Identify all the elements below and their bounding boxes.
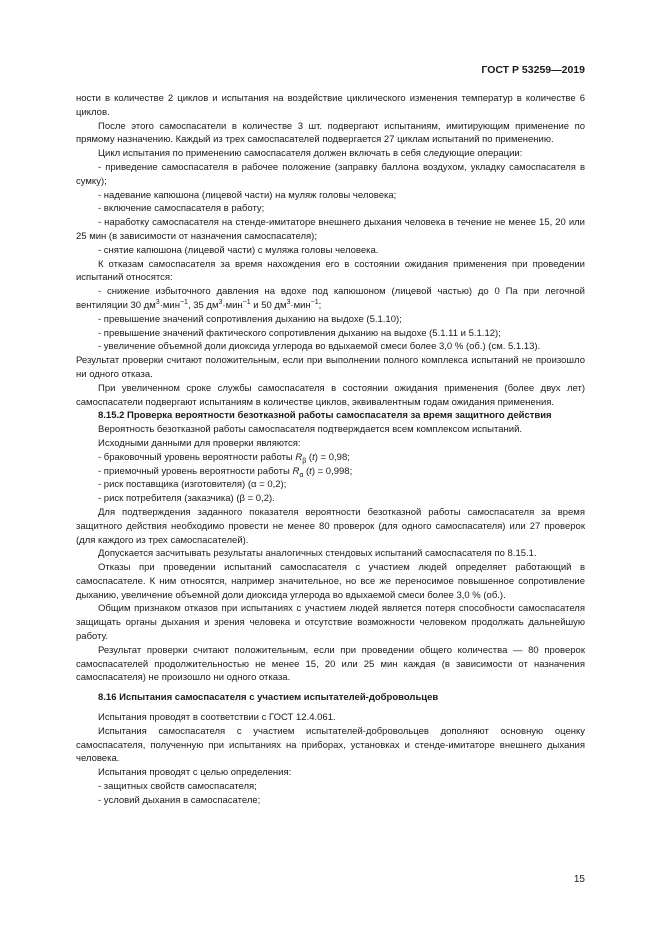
- page-number: 15: [573, 874, 585, 885]
- paragraph: После этого самоспасатели в количестве 3 шт. подвергают испытаниям, имитирующим применение по прямому назначению. Каждый из трех самоспасателей подвергается 27 циклам испытаний по применению.: [76, 120, 585, 146]
- list-item: - приемочный уровень вероятности работы $R_\alpha$ (t) = 0,998;: [98, 465, 353, 479]
- paragraph: При увеличенном сроке службы самоспасателя в состоянии ожидания применения (более двух лет) самоспасатели подвергают испытаниям в количестве циклов, эквивалентным годам ожидания применения.: [76, 382, 585, 408]
- list-item: - надевание капюшона (лицевой части) на муляж головы человека;: [98, 189, 397, 201]
- list-item: - наработку самоспасателя на стенде-имитаторе внешнего дыхания человека в течение не менее 15, 20 или 25 мин (в зависимости от назначения самоспасателя);: [76, 217, 585, 242]
- list-item: - защитных свойств самоспасателя;: [98, 781, 257, 793]
- list-item: - риск поставщика (изготовителя) (α = 0,2);: [98, 479, 287, 491]
- list-item: - снятие капюшона (лицевой части) с муляжа головы человека.: [98, 244, 379, 256]
- list-item: - превышение значений сопротивления дыханию на выдохе (5.1.10);: [98, 313, 402, 325]
- list-item: - увеличение объемной доли диоксида углерода во вдыхаемой смеси более 3,0 % (об.) (см. 5.1.13).: [98, 341, 541, 353]
- list-item: - снижение избыточного давления на вдохе под капюшоном (лицевой частью) до 0 Па при легочной вентиляции 30 $дм^3\cdot мин^{-1}$, 35 $дм^3\cdot мин^{-1}$ и 50 $дм^3\cdot мин^{-1}$;: [76, 286, 585, 311]
- list-item: - превышение значений фактического сопротивления дыханию на выдохе (5.1.11 и 5.1.12);: [98, 327, 501, 339]
- document-body: [76, 92, 585, 808]
- section-heading-8-16: 8.16 Испытания самоспасателя с участием испытателей-добровольцев: [98, 692, 439, 704]
- list-item: - приведение самоспасателя в рабочее положение (заправку баллона воздухом, укладку самоспасателя в сумку);: [76, 161, 585, 187]
- list-item: - включение самоспасателя в работу;: [98, 203, 265, 215]
- document-header: ГОСТ Р 53259—2019: [481, 64, 585, 76]
- list-item: - риск потребителя (заказчика) (β = 0,2).: [98, 493, 275, 505]
- paragraph: Допускается засчитывать результаты аналогичных стендовых испытаний самоспасателя по 8.15.1.: [98, 548, 537, 560]
- paragraph: Испытания проводят в соответствии с ГОСТ 12.4.061.: [98, 712, 336, 724]
- paragraph: Результат проверки считают положительным, если при проведении общего количества — 80 проверок самоспасателей продолжительностью не менее 15, 20 или 25 мин каждая (в зависимости от назначения самоспасателя) не произошло ни одного отказа.: [76, 644, 585, 684]
- paragraph: Испытания самоспасателя с участием испытателей-добровольцев дополняют основную оценку самоспасателя, полученную при испытаниях на приборах, установках и стенде-имитаторе внешнего дыхания человека.: [76, 725, 585, 765]
- paragraph: Вероятность безотказной работы самоспасателя подтверждается всем комплексом испытаний.: [98, 424, 523, 436]
- paragraph: Отказы при проведении испытаний самоспасателя с участием людей определяет работающий в самоспасателе. К ним относятся, например значительное, но все же переносимое повышенное сопротивление дыханию, увеличение объемной доли диоксида углерода во вдыхаемой смеси более 3,0 % (об.).: [76, 562, 585, 601]
- list-item: - браковочный уровень вероятности работы $R_\beta$ (t) = 0,98;: [98, 451, 350, 465]
- paragraph: Исходными данными для проверки являются:: [98, 437, 301, 449]
- list-item: - условий дыхания в самоспасателе;: [98, 794, 261, 806]
- paragraph: Испытания проводят с целью определения:: [98, 767, 292, 779]
- paragraph: Общим признаком отказов при испытаниях с участием людей является потеря способности самоспасателя защищать органы дыхания и зрения человека и отсутствие возможности человеком продолжать дальнейшую работу.: [76, 603, 585, 643]
- paragraph: Результат проверки считают положительным, если при выполнении полного комплекса испытаний не произошло ни одного отказа.: [76, 355, 585, 380]
- paragraph: ности в количестве 2 циклов и испытания на воздействие циклического изменения температур в количестве 6 циклов.: [76, 93, 585, 118]
- paragraph: Для подтверждения заданного показателя вероятности безотказной работы самоспасателя за время защитного действия необходимо провести не менее 80 проверок (для одного самоспасателя) или 27 проверок (для каждого из трех самоспасателей).: [76, 506, 585, 546]
- paragraph: К отказам самоспасателя за время нахождения его в состоянии ожидания применения при проведении испытаний относятся:: [76, 258, 585, 284]
- paragraph: Цикл испытания по применению самоспасателя должен включать в себя следующие операции:: [98, 148, 523, 160]
- section-heading-8-15-2: 8.15.2 Проверка вероятности безотказной работы самоспасателя за время защитного действия: [98, 410, 552, 422]
